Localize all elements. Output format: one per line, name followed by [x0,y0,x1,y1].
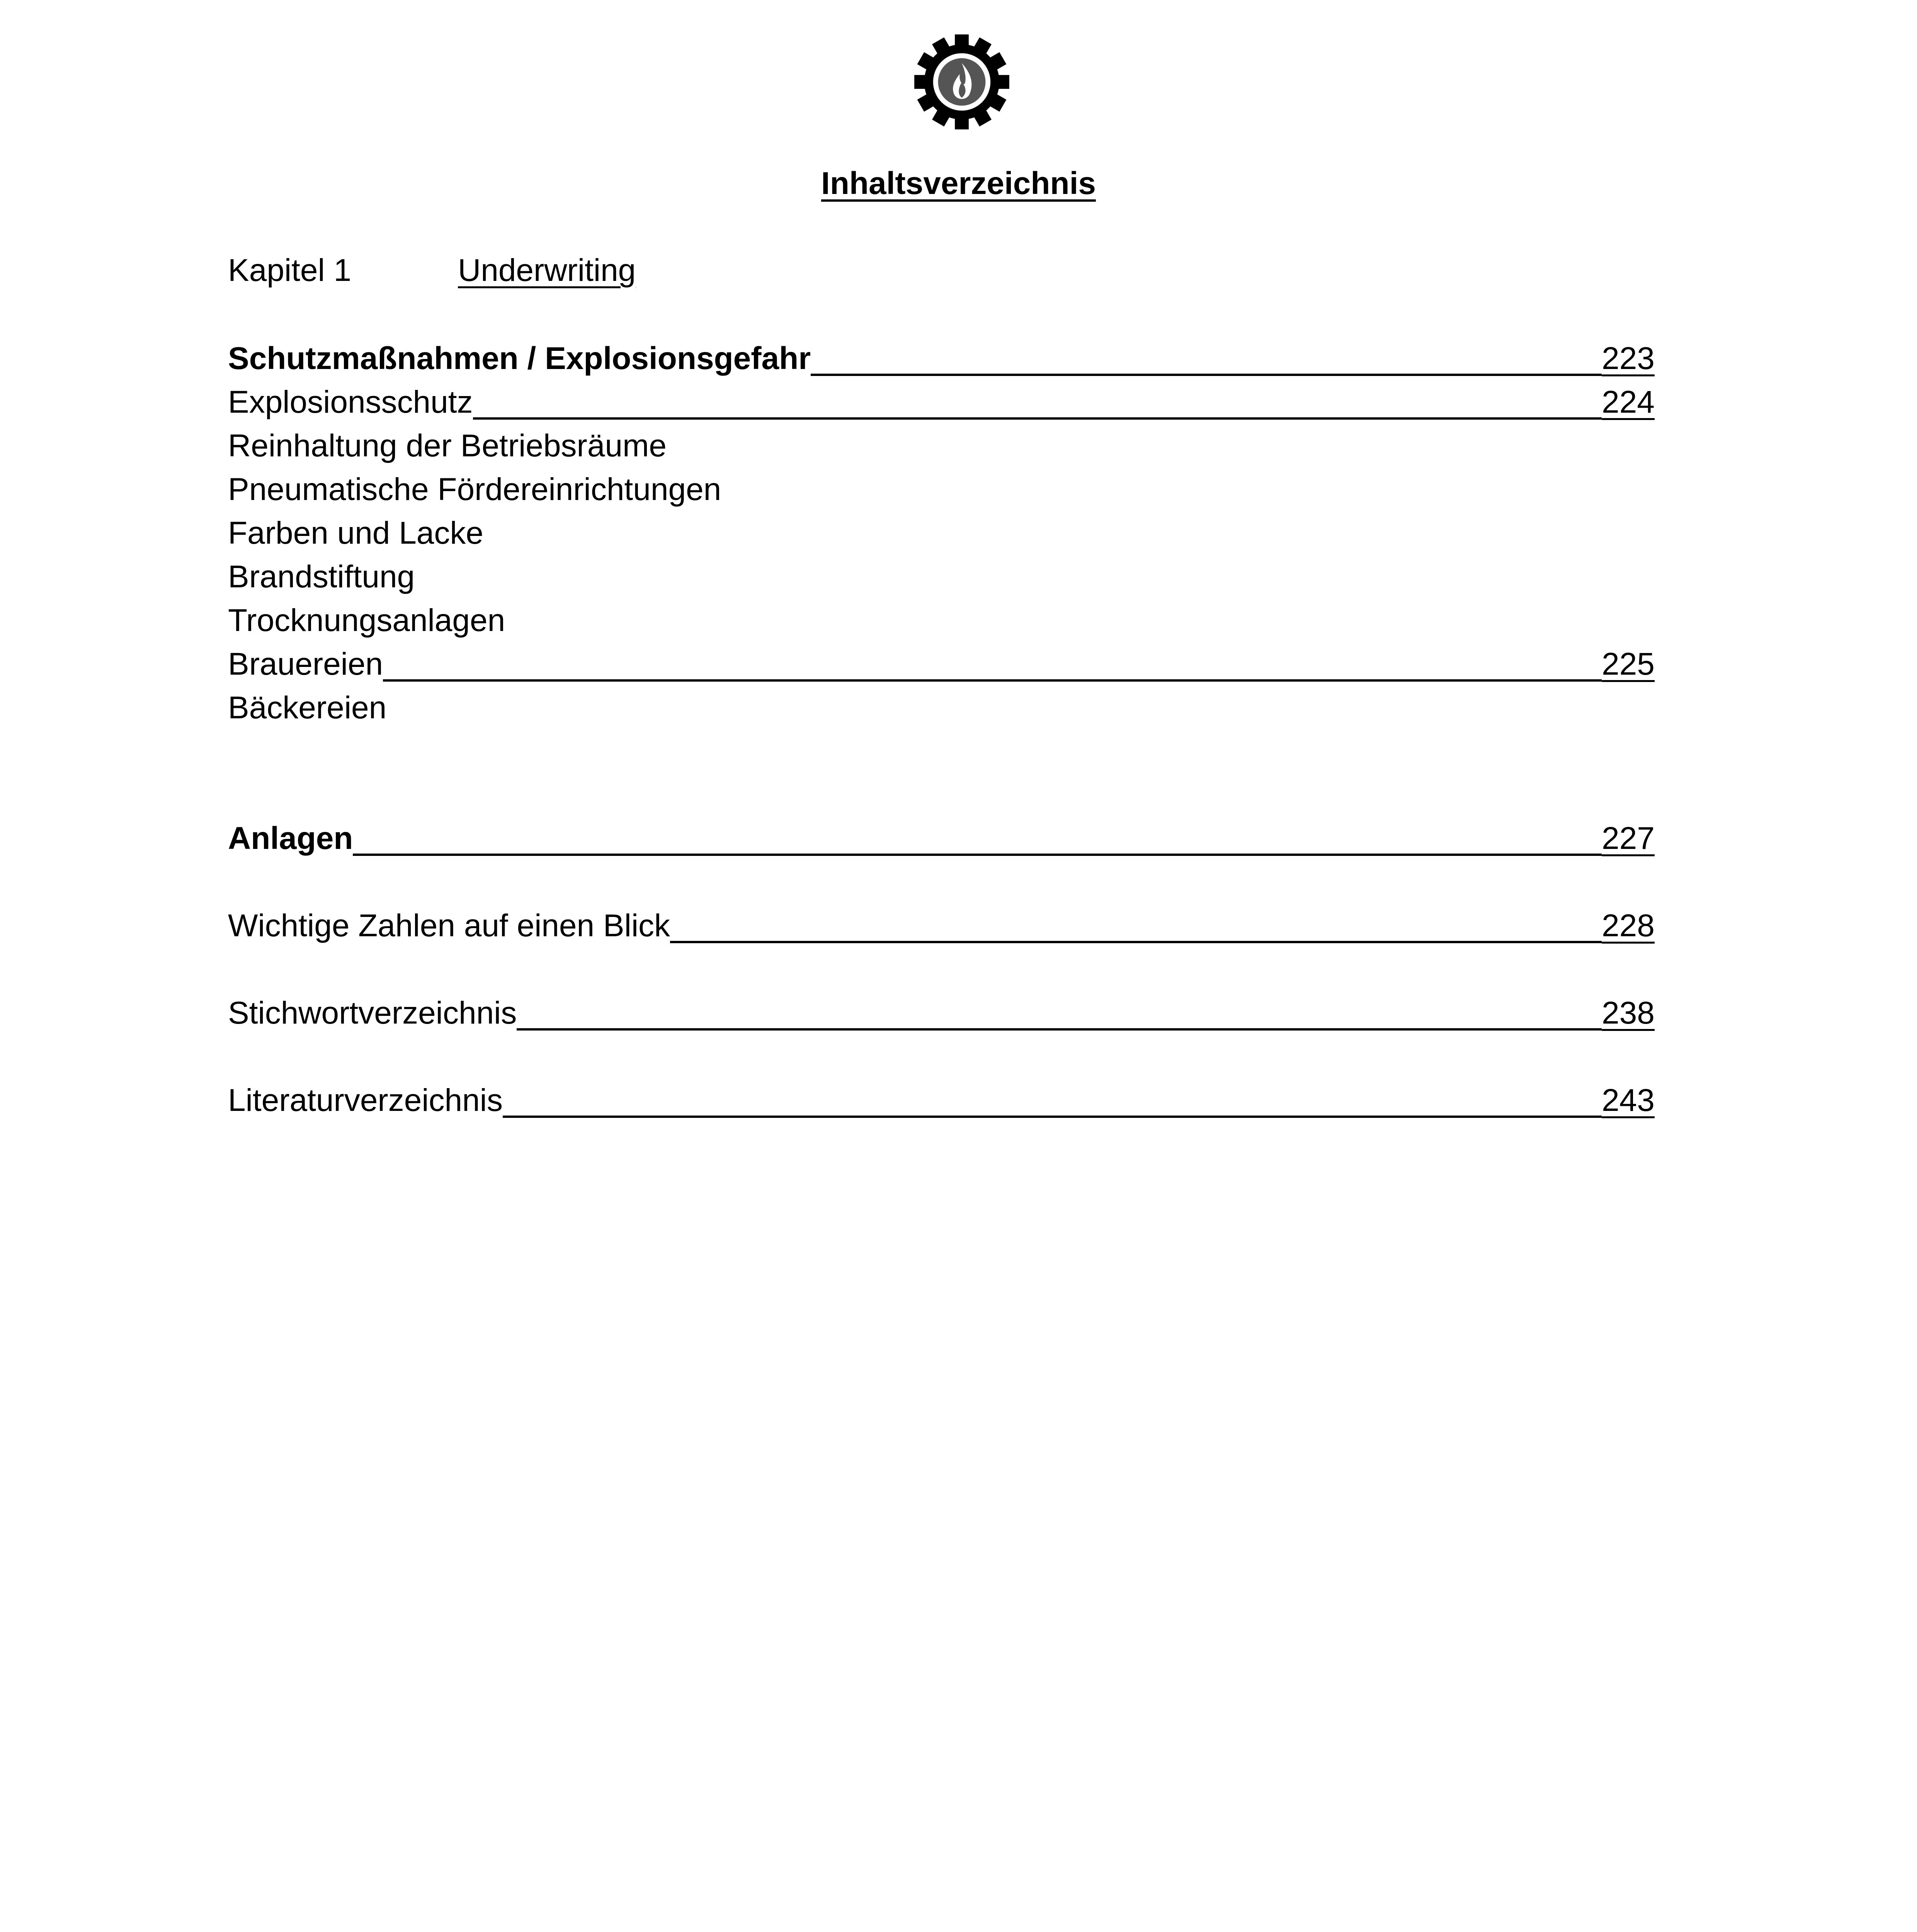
toc-entry-label: Anlagen [228,821,353,856]
toc-entry[interactable] [228,554,1655,598]
toc-entry-label: Schutzmaßnahmen / Explosionsgefahr [228,341,811,376]
dot-leader [473,417,1602,420]
toc-entry-page: 224 [1602,384,1655,420]
spacer [228,947,1655,991]
toc-entry[interactable] [228,642,1655,685]
toc-entry-page: 225 [1602,646,1655,682]
dot-leader [503,1116,1602,1118]
toc-entry-label: Pneumatische Fördereinrichtungen [228,472,721,507]
toc-entry[interactable] [228,423,1655,467]
toc-entry-page: 238 [1602,995,1655,1031]
toc-entry-label: Reinhaltung der Betriebsräume [228,428,667,463]
toc-entry-page: 227 [1602,821,1655,856]
dot-leader [353,854,1602,856]
toc-entry-page: 243 [1602,1083,1655,1118]
page-title-text: Inhaltsverzeichnis [821,166,1096,201]
toc-entry-stichwort[interactable] [228,991,1655,1034]
chapter-heading [228,249,636,292]
toc-entry-label: Brauereien [228,646,383,682]
table-of-contents [228,336,1655,1122]
spacer [228,860,1655,903]
dot-leader [517,1028,1602,1031]
toc-entry-label: Wichtige Zahlen auf einen Blick [228,908,670,943]
toc-entry[interactable] [228,511,1655,554]
toc-entry-page: 223 [1602,341,1655,376]
toc-entry-label: Literaturverzeichnis [228,1083,503,1118]
toc-entry[interactable] [228,467,1655,511]
toc-entry[interactable] [228,336,1655,380]
toc-entry-label: Farben und Lacke [228,515,484,551]
toc-entry-label: Explosionsschutz [228,384,473,420]
toc-entry[interactable] [228,685,1655,729]
toc-entry-zahlen[interactable] [228,903,1655,947]
dot-leader [383,679,1602,682]
spacer [228,1034,1655,1078]
gear-flame-icon [912,32,1011,131]
toc-entry-page: 228 [1602,908,1655,943]
spacer [228,729,1655,816]
toc-entry-label: Stichwortverzeichnis [228,995,517,1031]
toc-entry-label: Bäckereien [228,690,387,725]
toc-entry[interactable] [228,380,1655,423]
chapter-title: Underwriting [458,253,636,288]
toc-entry-label: Brandstiftung [228,559,415,594]
toc-entry-literatur[interactable] [228,1078,1655,1122]
dot-leader [811,374,1602,376]
page-title [0,162,1917,205]
toc-entry[interactable] [228,598,1655,642]
toc-entry-label: Trocknungsanlagen [228,603,505,638]
toc-entry-anlagen[interactable] [228,816,1655,860]
chapter-number: Kapitel 1 [228,253,352,288]
dot-leader [670,941,1602,943]
